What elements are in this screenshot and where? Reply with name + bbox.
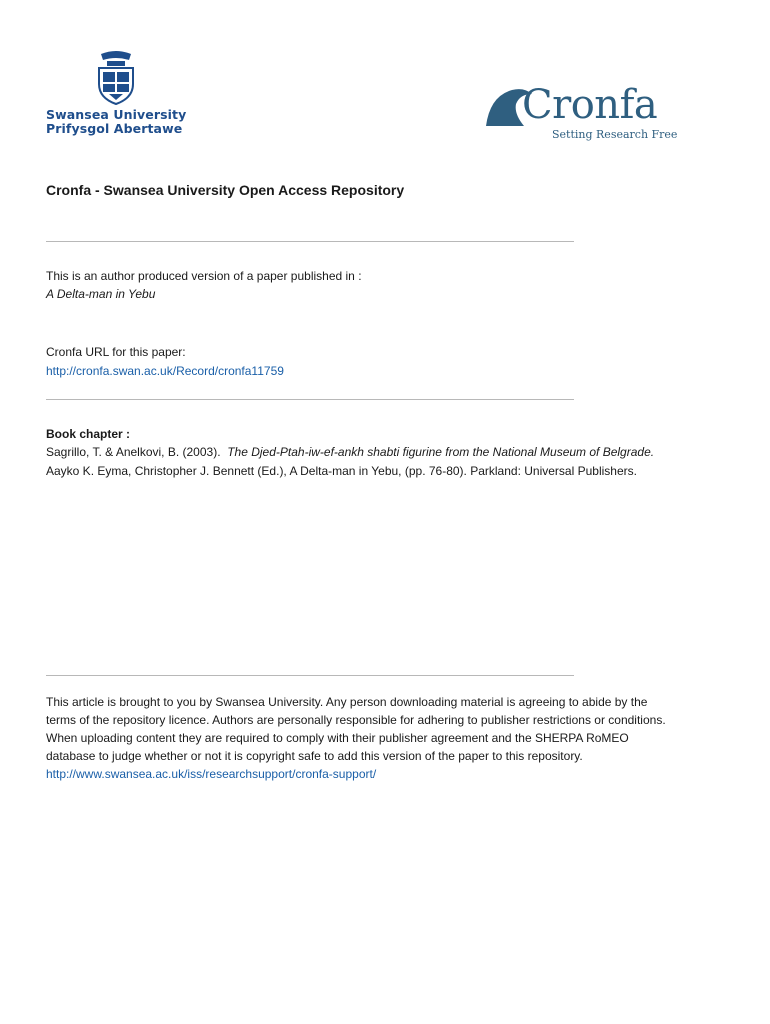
citation-authors-year: Sagrillo, T. & Anelkovi, B. (2003). [46,445,228,459]
notice-line: database to judge whether or not it is copyright safe to add this version of the paper to this repository. [46,749,583,763]
citation-line-1 [46,443,654,461]
citation-heading: Book chapter : [46,427,131,441]
university-crest-icon [95,50,137,106]
notice-line: When uploading content they are required to comply with their publisher agreement and the SHERPA RoMEO [46,731,629,745]
published-in-label: This is an author produced version of a paper published in : [46,269,362,283]
repository-notice [46,693,726,783]
cronfa-url-link[interactable]: http://cronfa.swan.ac.uk/Record/cronfa11759 [46,364,284,378]
cronfa-tagline: Setting Research Free [552,128,678,141]
page-title: Cronfa - Swansea University Open Access Repository [46,182,405,198]
cronfa-support-link[interactable]: http://www.swansea.ac.uk/iss/researchsupport/cronfa-support/ [46,767,377,781]
university-name [46,108,186,136]
cronfa-url-label: Cronfa URL for this paper: [46,345,186,359]
published-in-value: A Delta-man in Yebu [46,287,156,301]
notice-line: terms of the repository licence. Authors are personally responsible for adhering to publisher restrictions or conditions. [46,713,666,727]
notice-line: This article is brought to you by Swansea University. Any person downloading material is agreeing to abide by the [46,695,648,709]
citation-line-2: Aayko K. Eyma, Christopher J. Bennett (Ed.), A Delta-man in Yebu, (pp. 76-80). Parkland: Universal Publishers. [46,464,637,478]
divider [46,675,574,676]
divider [46,241,574,242]
university-name-english: Swansea University [46,107,187,122]
citation-chapter-title: The Djed-Ptah-iw-ef-ankh shabti figurine from the National Museum of Belgrade. [227,445,655,459]
university-name-welsh: Prifysgol Abertawe [46,121,183,136]
cronfa-wordmark: Cronfa [522,82,658,128]
divider [46,399,574,400]
cronfa-logo [484,82,684,146]
